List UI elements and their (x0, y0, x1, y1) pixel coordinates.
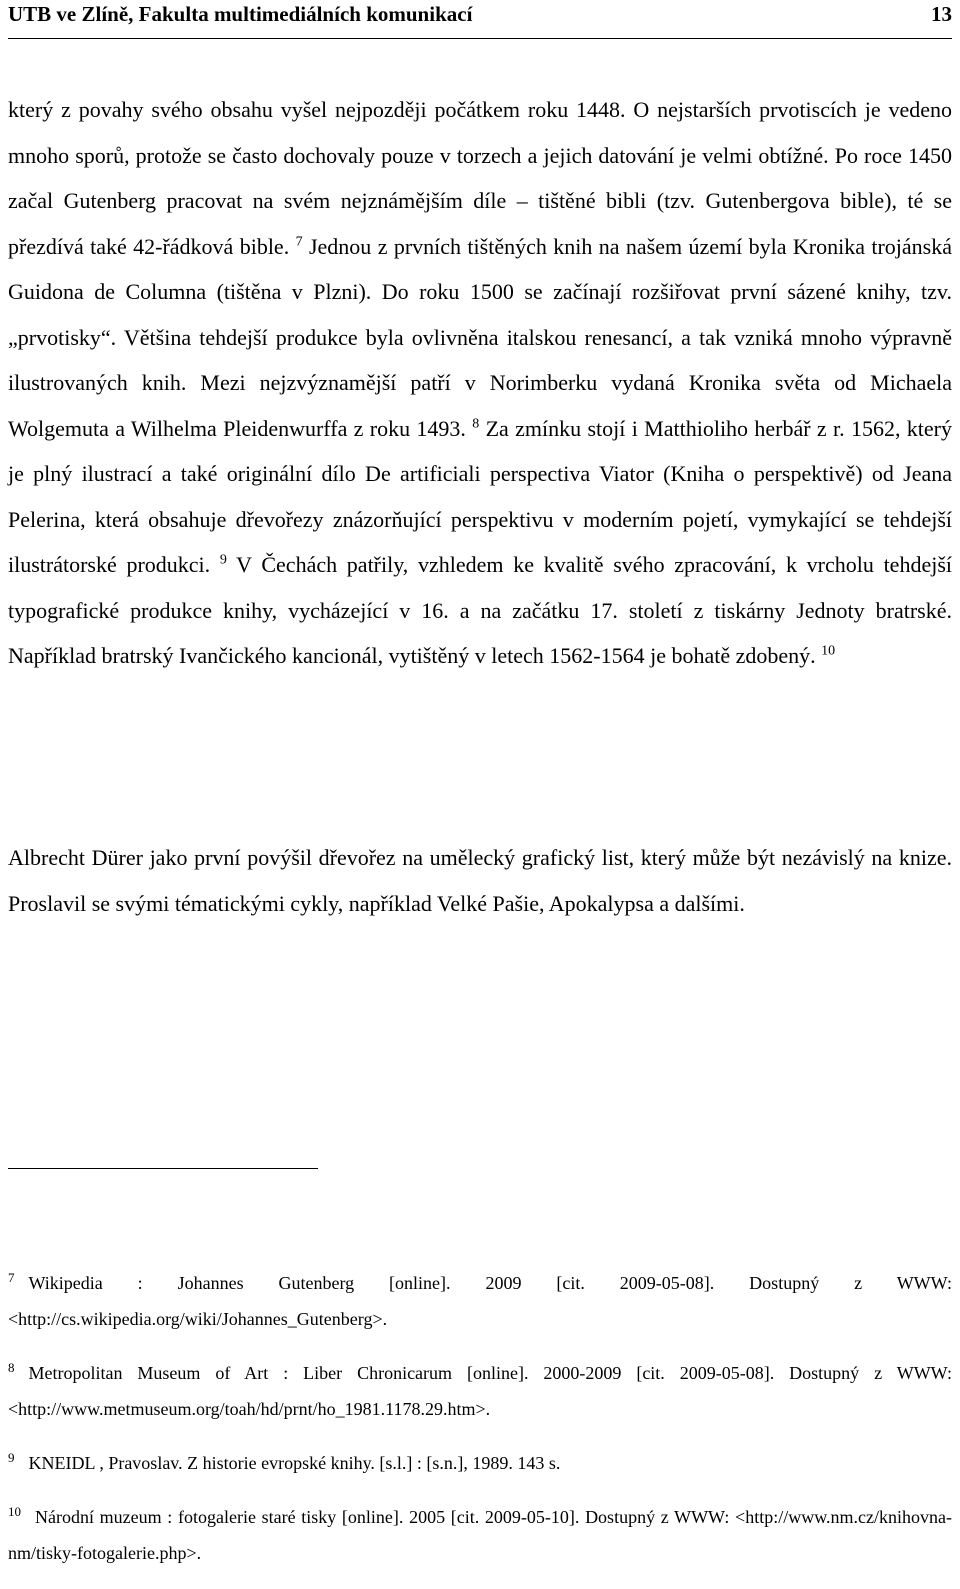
paragraph-text: Jednou z prvních tištěných knih na našem území byla Kronika trojánská Guidona de Columna (tištěna v Plzni). Do roku 1500 se začínají rozšiřovat první sázené knihy, tzv. „prvotisky“. Většina tehdejší produkce byla ovlivněna italskou renesancí, a tak vzniká mnoho výpravně ilustrovaných knih. Mezi nejzvýznamější patří v Norimberku vydaná Kronika světa od Michaela Wolgemuta a Wilhelma Pleidenwurffa z roku 1493. (8, 233, 952, 441)
footnote-ref-7: 7 (295, 234, 303, 250)
footnote-ref-9: 9 (219, 552, 227, 568)
paragraph-text: Za zmínku stojí i Matthioliho herbář z r. 1562, který je plný ilustrací a také originální dílo De artificiali perspectiva Viator (Kniha o perspektivě) od Jeana Pelerina, která obsahuje dřevořezy znázorňující perspektivu v moderním pojetí, vymykající se tehdejší ilustrátorské produkci. (8, 415, 952, 577)
paragraph-text: který z povahy svého obsahu vyšel nejpozději počátkem roku 1448. O nejstarších prvotiscích je vedeno mnoho sporů, protože se často dochovaly pouze v torzech a jejich datování je velmi obtížné. Po roce 1450 začal Gutenberg pracovat na svém nejznámějším díle – tištěné bibli (tzv. Gutenbergova bible), té se přezdívá také 42-řádková bible. (8, 97, 952, 259)
body-paragraph-1 (8, 87, 952, 679)
footnote-9 (8, 1445, 952, 1481)
footnote-mark: 9 (8, 1450, 15, 1465)
footnote-7 (8, 1265, 952, 1337)
footnote-text: Metropolitan Museum of Art : Liber Chronicarum [online]. 2000-2009 [cit. 2009-05-08]. Dostupný z WWW: <http://www.metmuseum.org/toah/hd/prnt/ho_1981.1178.29.htm>. (8, 1363, 952, 1419)
footnote-8 (8, 1355, 952, 1427)
paragraph-text: Albrecht Dürer jako první povýšil dřevořez na umělecký grafický list, který může být nezávislý na knize. Proslavil se svými tématickými cykly, například Velké Pašie, Apokalypsa a dalšími. (8, 845, 952, 916)
footnote-ref-8: 8 (472, 416, 480, 432)
page-number: 13 (931, 2, 952, 26)
footnote-separator (8, 1168, 318, 1169)
footnote-ref-10: 10 (821, 643, 836, 659)
footnote-mark: 8 (8, 1360, 15, 1375)
footnote-mark: 7 (8, 1270, 15, 1285)
body-paragraph-2 (8, 835, 952, 926)
footnote-text: Wikipedia : Johannes Gutenberg [online]. 2009 [cit. 2009-05-08]. Dostupný z WWW: <http://cs.wikipedia.org/wiki/Johannes_Gutenberg>. (8, 1273, 952, 1329)
footnote-text: KNEIDL , Pravoslav. Z historie evropské knihy. [s.l.] : [s.n.], 1989. 143 s. (28, 1453, 561, 1473)
footnote-10 (8, 1499, 952, 1571)
footnote-mark: 10 (8, 1504, 21, 1519)
footnotes-section (8, 1265, 952, 1589)
header-title: UTB ve Zlíně, Fakulta multimediálních komunikací (8, 2, 473, 26)
footnote-text: Národní muzeum : fotogalerie staré tisky [online]. 2005 [cit. 2009-05-10]. Dostupný z WWW: <http://www.nm.cz/knihovna-nm/tisky-fotogalerie.php>. (8, 1507, 952, 1563)
page-header (8, 0, 952, 39)
paragraph-text: V Čechách patřily, vzhledem ke kvalitě svého zpracování, k vrcholu tehdejší typografické produkce knihy, vycházející v 16. a na začátku 17. století z tiskárny Jednoty bratrské. Například bratrský Ivančického kancionál, vytištěný v letech 1562-1564 je bohatě zdobený. (8, 552, 952, 668)
